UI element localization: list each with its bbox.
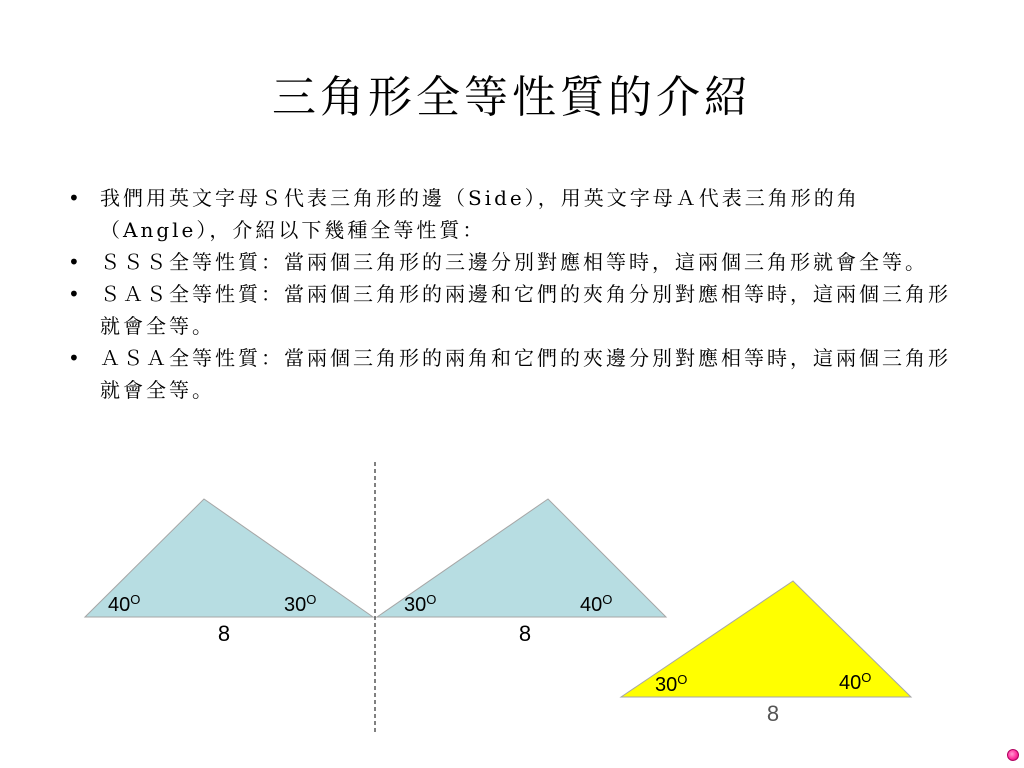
- bullet-marker: •: [68, 346, 83, 370]
- bullet-marker: •: [68, 186, 83, 210]
- triangle-1: [85, 499, 373, 646]
- triangle-2-left-angle: $30^O$: [404, 592, 437, 616]
- triangle-1-right-angle: $30^O$: [284, 592, 317, 616]
- triangle-2: [377, 499, 666, 646]
- triangle-2-right-angle: $40^O$: [580, 592, 613, 616]
- triangle-3-left-angle: $30^O$: [655, 672, 688, 696]
- triangle-3: [621, 581, 911, 726]
- slide-title: 三角形全等性質的介紹: [272, 72, 752, 123]
- bullet-text: ＳＳＳ全等性質：當兩個三角形的三邊分別對應相等時，這兩個三角形就會全等。: [100, 250, 928, 274]
- pink-circle-button[interactable]: [1007, 749, 1019, 761]
- bullet-marker: •: [68, 250, 83, 274]
- triangle-2-base-label: 8: [518, 621, 532, 646]
- bullet-text: 我們用英文字母Ｓ代表三角形的邊（Side），用英文字母Ａ代表三角形的角（Angle），介紹以下幾種全等性質：: [100, 186, 860, 242]
- triangle-3-right-angle: $40^O$: [839, 670, 872, 694]
- triangle-1-base-label: 8: [217, 621, 231, 646]
- bullet-marker: •: [68, 282, 83, 306]
- bullet-text: ＡＳＡ全等性質：當兩個三角形的兩角和它們的夾邊分別對應相等時，這兩個三角形就會全等。: [100, 346, 951, 402]
- triangle-1-left-angle: $40^O$: [108, 592, 141, 616]
- bullet-text: ＳＡＳ全等性質：當兩個三角形的兩邊和它們的夾角分別對應相等時，這兩個三角形就會全等。: [100, 282, 951, 338]
- triangle-3-base-label: 8: [766, 701, 780, 726]
